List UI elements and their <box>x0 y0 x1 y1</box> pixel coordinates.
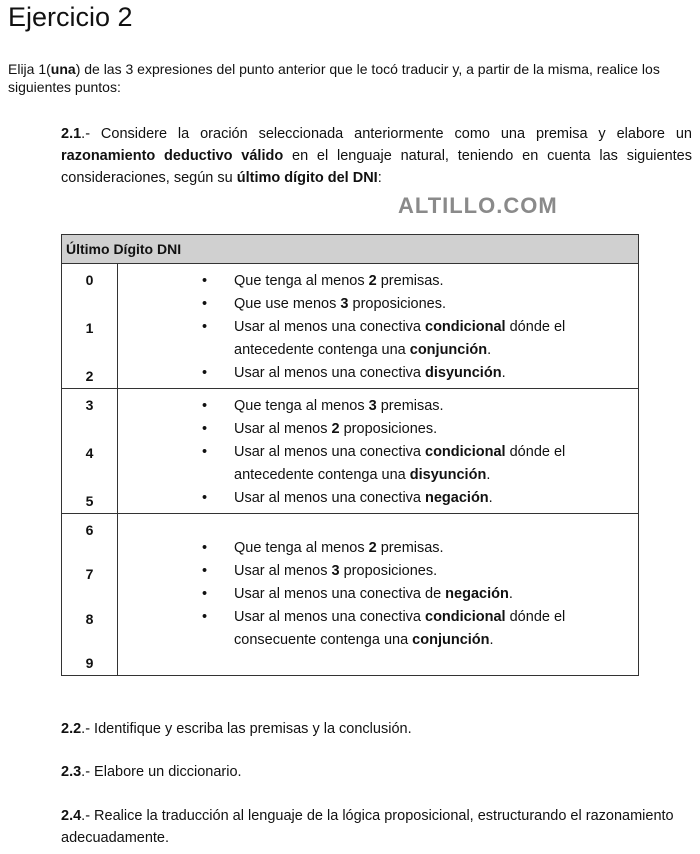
section-2-4 <box>61 805 681 849</box>
bold-text: razonamiento deductivo válido <box>61 148 284 164</box>
dni-digit: 0 <box>85 272 94 288</box>
requirements-cell <box>118 514 638 675</box>
text: .- Considere la oración seleccionada anteriormente como una premisa y elabore un <box>81 126 692 142</box>
bold-text: 2 <box>331 421 340 437</box>
text: dónde el antecedente contenga una <box>234 444 566 483</box>
dni-digit: 9 <box>85 654 94 671</box>
text: Usar al menos una conectiva <box>234 444 426 460</box>
text: ) de las 3 expresiones del punto anterior que le tocó traducir y, a partir de la misma, realice los siguientes puntos: <box>8 61 660 95</box>
text: . <box>486 467 491 483</box>
dni-digit: 8 <box>85 610 94 627</box>
requirement-item <box>118 362 638 385</box>
text: Que tenga al menos <box>234 398 369 414</box>
section-2-3 <box>61 761 681 783</box>
bold-text: 2.2 <box>61 721 82 737</box>
dni-digit: 6 <box>85 522 94 538</box>
bold-text: disyunción <box>409 467 487 483</box>
text: Que tenga al menos <box>234 540 369 556</box>
page-title: Ejercicio 2 <box>8 2 133 32</box>
text: proposiciones. <box>348 296 447 312</box>
text: .- Realice la traducción al lenguaje de la lógica proposicional, estructurando el razonamiento adecuadamente. <box>61 808 674 846</box>
text: premisas. <box>376 540 444 556</box>
requirement-item <box>118 537 638 560</box>
table-header: Último Dígito DNI <box>62 235 638 264</box>
bold-text: negación <box>425 490 489 506</box>
bold-text: disyunción <box>425 365 502 381</box>
text: Usar al menos <box>234 421 332 437</box>
text: . <box>488 490 493 506</box>
requirement-item <box>118 583 638 606</box>
text: Usar al menos <box>234 563 332 579</box>
dni-digit: 5 <box>85 493 94 509</box>
bold-text: 2.1 <box>61 126 82 142</box>
watermark: ALTILLO.COM <box>398 193 558 218</box>
requirement-item <box>118 293 638 316</box>
bold-text: condicional <box>425 444 506 460</box>
table-row <box>62 514 638 675</box>
digit-cell <box>62 264 118 388</box>
dni-digit-table <box>61 234 639 676</box>
text: proposiciones. <box>339 421 438 437</box>
text: proposiciones. <box>339 563 438 579</box>
text: .- Identifique y escriba las premisas y la conclusión. <box>81 721 412 737</box>
text: . <box>489 632 494 648</box>
requirements-cell <box>118 264 638 388</box>
bold-text: 2.4 <box>61 808 82 824</box>
intro-paragraph <box>8 60 688 96</box>
text: en el lenguaje natural, teniendo en cuenta las siguientes consideraciones, según su <box>61 148 692 186</box>
table-row <box>62 264 638 389</box>
text: Usar al menos una conectiva de <box>234 586 446 602</box>
bold-text: condicional <box>425 319 506 335</box>
requirements-cell <box>118 389 638 513</box>
text: premisas. <box>376 273 444 289</box>
requirement-item <box>118 560 638 583</box>
text: : <box>377 170 382 186</box>
bold-text: 2.3 <box>61 764 82 780</box>
dni-digit: 3 <box>85 397 94 413</box>
text: premisas. <box>376 398 444 414</box>
requirement-item <box>118 606 638 652</box>
text: Usar al menos una conectiva <box>234 490 426 506</box>
requirement-item <box>118 395 638 418</box>
bold-text: último dígito del DNI <box>236 170 378 186</box>
bold-text: conjunción <box>409 342 488 358</box>
section-2-2 <box>61 718 681 740</box>
digit-cell <box>62 389 118 513</box>
table-row <box>62 389 638 514</box>
text: dónde el antecedente contenga una <box>234 319 566 358</box>
dni-digit: 4 <box>85 445 94 461</box>
bold-text: una <box>50 61 76 77</box>
text: Que use menos <box>234 296 341 312</box>
bold-text: 3 <box>368 398 377 414</box>
text: Usar al menos una conectiva <box>234 365 426 381</box>
bold-text: 2 <box>368 273 377 289</box>
text: Usar al menos una conectiva <box>234 609 426 625</box>
section-2-1-paragraph <box>61 123 692 189</box>
bold-text: negación <box>445 586 509 602</box>
requirement-item <box>118 487 638 510</box>
text: . <box>508 586 513 602</box>
text: . <box>501 365 506 381</box>
text: Usar al menos una conectiva <box>234 319 426 335</box>
requirement-item <box>118 418 638 441</box>
requirement-item <box>118 316 638 362</box>
text: dónde el consecuente contenga una <box>234 609 566 648</box>
bold-text: 3 <box>340 296 349 312</box>
text: .- Elabore un diccionario. <box>81 764 242 780</box>
dni-digit: 7 <box>85 566 94 583</box>
text: . <box>487 342 492 358</box>
bold-text: condicional <box>425 609 506 625</box>
digit-cell <box>62 514 118 675</box>
bold-text: conjunción <box>412 632 490 648</box>
dni-digit: 2 <box>85 368 94 384</box>
requirement-item <box>118 441 638 487</box>
bold-text: 3 <box>331 563 340 579</box>
text: Elija 1( <box>8 61 51 77</box>
requirement-item <box>118 270 638 293</box>
text: Que tenga al menos <box>234 273 369 289</box>
bold-text: 2 <box>368 540 377 556</box>
dni-digit: 1 <box>85 320 94 336</box>
